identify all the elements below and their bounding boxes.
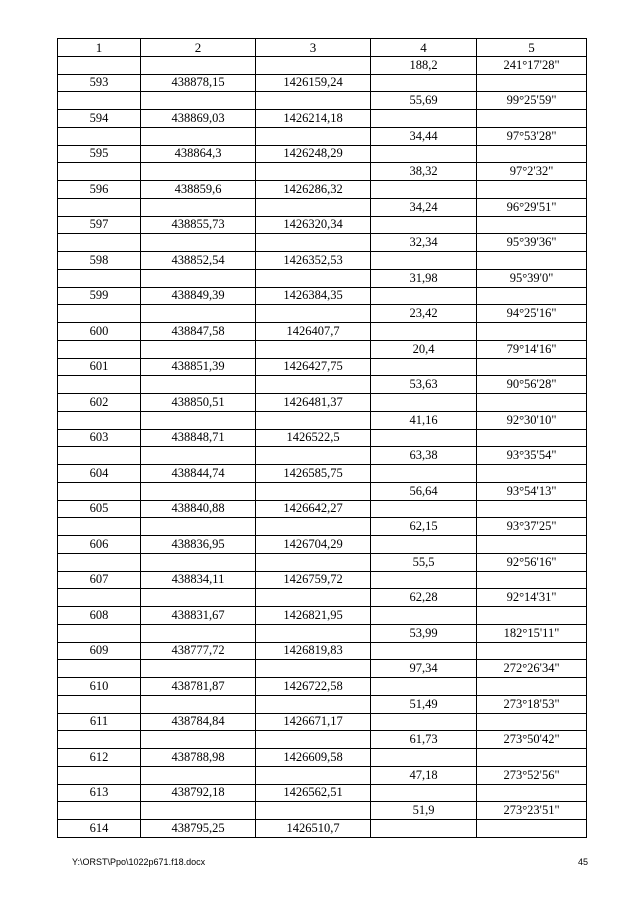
bearing-cell bbox=[477, 571, 587, 589]
table-row bbox=[58, 252, 587, 270]
point-number-cell: 609 bbox=[58, 642, 141, 660]
bearing-cell: 95°39'0" bbox=[477, 269, 587, 287]
x-coordinate-cell bbox=[141, 766, 256, 784]
y-coordinate-cell: 1426384,35 bbox=[256, 287, 371, 305]
x-coordinate-cell: 438840,88 bbox=[141, 500, 256, 518]
y-coordinate-cell bbox=[256, 518, 371, 536]
table-row bbox=[58, 624, 587, 642]
y-coordinate-cell: 1426522,5 bbox=[256, 429, 371, 447]
bearing-cell bbox=[477, 358, 587, 376]
x-coordinate-cell: 438788,98 bbox=[141, 749, 256, 767]
point-number-cell: 613 bbox=[58, 784, 141, 802]
point-number-cell: 608 bbox=[58, 607, 141, 625]
point-number-cell: 593 bbox=[58, 74, 141, 92]
table-row bbox=[58, 589, 587, 607]
bearing-cell: 273°23'51" bbox=[477, 802, 587, 820]
distance-cell: 34,24 bbox=[371, 198, 477, 216]
table-row bbox=[58, 713, 587, 731]
x-coordinate-cell: 438848,71 bbox=[141, 429, 256, 447]
x-coordinate-cell: 438847,58 bbox=[141, 323, 256, 341]
bearing-cell: 99°25'59" bbox=[477, 92, 587, 110]
table-row bbox=[58, 198, 587, 216]
header-cell-3: 3 bbox=[256, 39, 371, 57]
point-number-cell: 607 bbox=[58, 571, 141, 589]
bearing-cell bbox=[477, 287, 587, 305]
point-number-cell bbox=[58, 163, 141, 181]
point-number-cell bbox=[58, 660, 141, 678]
bearing-cell: 273°52'56" bbox=[477, 766, 587, 784]
x-coordinate-cell bbox=[141, 198, 256, 216]
bearing-cell bbox=[477, 784, 587, 802]
point-number-cell bbox=[58, 624, 141, 642]
x-coordinate-cell bbox=[141, 376, 256, 394]
table-row bbox=[58, 376, 587, 394]
y-coordinate-cell: 1426320,34 bbox=[256, 216, 371, 234]
bearing-cell: 273°18'53" bbox=[477, 695, 587, 713]
x-coordinate-cell bbox=[141, 482, 256, 500]
bearing-cell: 92°30'10" bbox=[477, 411, 587, 429]
table-body bbox=[58, 56, 587, 837]
distance-cell bbox=[371, 358, 477, 376]
x-coordinate-cell: 438844,74 bbox=[141, 465, 256, 483]
y-coordinate-cell bbox=[256, 269, 371, 287]
distance-cell bbox=[371, 394, 477, 412]
table-header bbox=[58, 39, 587, 57]
y-coordinate-cell: 1426214,18 bbox=[256, 110, 371, 128]
distance-cell: 38,32 bbox=[371, 163, 477, 181]
point-number-cell: 594 bbox=[58, 110, 141, 128]
x-coordinate-cell: 438869,03 bbox=[141, 110, 256, 128]
x-coordinate-cell bbox=[141, 695, 256, 713]
bearing-cell bbox=[477, 642, 587, 660]
x-coordinate-cell: 438855,73 bbox=[141, 216, 256, 234]
y-coordinate-cell: 1426352,53 bbox=[256, 252, 371, 270]
point-number-cell: 601 bbox=[58, 358, 141, 376]
y-coordinate-cell bbox=[256, 482, 371, 500]
table-row bbox=[58, 358, 587, 376]
point-number-cell bbox=[58, 482, 141, 500]
point-number-cell: 597 bbox=[58, 216, 141, 234]
header-cell-1: 1 bbox=[58, 39, 141, 57]
x-coordinate-cell bbox=[141, 234, 256, 252]
point-number-cell bbox=[58, 198, 141, 216]
distance-cell bbox=[371, 287, 477, 305]
x-coordinate-cell bbox=[141, 305, 256, 323]
distance-cell: 51,49 bbox=[371, 695, 477, 713]
x-coordinate-cell bbox=[141, 163, 256, 181]
x-coordinate-cell: 438852,54 bbox=[141, 252, 256, 270]
point-number-cell: 611 bbox=[58, 713, 141, 731]
header-cell-2: 2 bbox=[141, 39, 256, 57]
bearing-cell bbox=[477, 820, 587, 838]
x-coordinate-cell bbox=[141, 56, 256, 74]
table-row bbox=[58, 56, 587, 74]
y-coordinate-cell bbox=[256, 340, 371, 358]
table-row bbox=[58, 678, 587, 696]
x-coordinate-cell: 438849,39 bbox=[141, 287, 256, 305]
footer-page-number: 45 bbox=[578, 857, 589, 867]
bearing-cell: 94°25'16" bbox=[477, 305, 587, 323]
point-number-cell: 614 bbox=[58, 820, 141, 838]
distance-cell bbox=[371, 181, 477, 199]
distance-cell bbox=[371, 536, 477, 554]
point-number-cell: 600 bbox=[58, 323, 141, 341]
x-coordinate-cell: 438878,15 bbox=[141, 74, 256, 92]
bearing-cell: 93°37'25" bbox=[477, 518, 587, 536]
point-number-cell: 598 bbox=[58, 252, 141, 270]
bearing-cell bbox=[477, 181, 587, 199]
x-coordinate-cell: 438831,67 bbox=[141, 607, 256, 625]
x-coordinate-cell bbox=[141, 802, 256, 820]
distance-cell bbox=[371, 784, 477, 802]
point-number-cell bbox=[58, 305, 141, 323]
y-coordinate-cell: 1426585,75 bbox=[256, 465, 371, 483]
bearing-cell: 241°17'28" bbox=[477, 56, 587, 74]
point-number-cell bbox=[58, 269, 141, 287]
bearing-cell: 97°2'32" bbox=[477, 163, 587, 181]
y-coordinate-cell: 1426248,29 bbox=[256, 145, 371, 163]
point-number-cell bbox=[58, 766, 141, 784]
point-number-cell bbox=[58, 234, 141, 252]
y-coordinate-cell: 1426642,27 bbox=[256, 500, 371, 518]
x-coordinate-cell bbox=[141, 269, 256, 287]
table-row bbox=[58, 163, 587, 181]
x-coordinate-cell: 438792,18 bbox=[141, 784, 256, 802]
bearing-cell bbox=[477, 500, 587, 518]
y-coordinate-cell bbox=[256, 589, 371, 607]
distance-cell bbox=[371, 110, 477, 128]
header-row bbox=[58, 39, 587, 57]
bearing-cell: 273°50'42" bbox=[477, 731, 587, 749]
y-coordinate-cell bbox=[256, 731, 371, 749]
x-coordinate-cell bbox=[141, 447, 256, 465]
x-coordinate-cell bbox=[141, 731, 256, 749]
y-coordinate-cell bbox=[256, 376, 371, 394]
point-number-cell: 602 bbox=[58, 394, 141, 412]
point-number-cell: 612 bbox=[58, 749, 141, 767]
bearing-cell bbox=[477, 536, 587, 554]
distance-cell bbox=[371, 216, 477, 234]
x-coordinate-cell: 438850,51 bbox=[141, 394, 256, 412]
bearing-cell: 182°15'11" bbox=[477, 624, 587, 642]
table-row bbox=[58, 820, 587, 838]
bearing-cell: 79°14'16" bbox=[477, 340, 587, 358]
point-number-cell: 605 bbox=[58, 500, 141, 518]
y-coordinate-cell: 1426722,58 bbox=[256, 678, 371, 696]
point-number-cell bbox=[58, 447, 141, 465]
y-coordinate-cell bbox=[256, 695, 371, 713]
distance-cell bbox=[371, 713, 477, 731]
distance-cell: 53,99 bbox=[371, 624, 477, 642]
point-number-cell: 610 bbox=[58, 678, 141, 696]
distance-cell: 20,4 bbox=[371, 340, 477, 358]
y-coordinate-cell bbox=[256, 447, 371, 465]
table-row bbox=[58, 145, 587, 163]
x-coordinate-cell: 438859,6 bbox=[141, 181, 256, 199]
table-row bbox=[58, 695, 587, 713]
distance-cell: 62,15 bbox=[371, 518, 477, 536]
distance-cell: 56,64 bbox=[371, 482, 477, 500]
bearing-cell bbox=[477, 216, 587, 234]
bearing-cell: 96°29'51" bbox=[477, 198, 587, 216]
bearing-cell: 93°35'54" bbox=[477, 447, 587, 465]
table-row bbox=[58, 305, 587, 323]
table-row bbox=[58, 731, 587, 749]
distance-cell bbox=[371, 323, 477, 341]
point-number-cell bbox=[58, 695, 141, 713]
bearing-cell: 90°56'28" bbox=[477, 376, 587, 394]
table-row bbox=[58, 181, 587, 199]
y-coordinate-cell bbox=[256, 660, 371, 678]
table-row bbox=[58, 74, 587, 92]
table-row bbox=[58, 518, 587, 536]
table-row bbox=[58, 642, 587, 660]
header-cell-5: 5 bbox=[477, 39, 587, 57]
x-coordinate-cell bbox=[141, 411, 256, 429]
bearing-cell bbox=[477, 394, 587, 412]
point-number-cell bbox=[58, 802, 141, 820]
bearing-cell bbox=[477, 749, 587, 767]
distance-cell: 23,42 bbox=[371, 305, 477, 323]
distance-cell: 55,69 bbox=[371, 92, 477, 110]
y-coordinate-cell bbox=[256, 802, 371, 820]
table-row bbox=[58, 607, 587, 625]
table-row bbox=[58, 323, 587, 341]
y-coordinate-cell: 1426609,58 bbox=[256, 749, 371, 767]
point-number-cell: 603 bbox=[58, 429, 141, 447]
distance-cell bbox=[371, 429, 477, 447]
bearing-cell bbox=[477, 110, 587, 128]
y-coordinate-cell bbox=[256, 411, 371, 429]
x-coordinate-cell: 438864,3 bbox=[141, 145, 256, 163]
table-row bbox=[58, 536, 587, 554]
distance-cell: 63,38 bbox=[371, 447, 477, 465]
bearing-cell: 97°53'28" bbox=[477, 127, 587, 145]
distance-cell: 41,16 bbox=[371, 411, 477, 429]
y-coordinate-cell: 1426286,32 bbox=[256, 181, 371, 199]
distance-cell: 31,98 bbox=[371, 269, 477, 287]
table-row bbox=[58, 127, 587, 145]
distance-cell bbox=[371, 678, 477, 696]
table-row bbox=[58, 269, 587, 287]
bearing-cell: 272°26'34" bbox=[477, 660, 587, 678]
distance-cell: 55,5 bbox=[371, 553, 477, 571]
bearing-cell bbox=[477, 713, 587, 731]
x-coordinate-cell bbox=[141, 660, 256, 678]
point-number-cell bbox=[58, 92, 141, 110]
x-coordinate-cell bbox=[141, 518, 256, 536]
bearing-cell: 95°39'36" bbox=[477, 234, 587, 252]
table-row bbox=[58, 92, 587, 110]
table-row bbox=[58, 234, 587, 252]
y-coordinate-cell bbox=[256, 198, 371, 216]
table-row bbox=[58, 411, 587, 429]
point-number-cell bbox=[58, 376, 141, 394]
x-coordinate-cell: 438836,95 bbox=[141, 536, 256, 554]
y-coordinate-cell: 1426510,7 bbox=[256, 820, 371, 838]
point-number-cell bbox=[58, 589, 141, 607]
distance-cell bbox=[371, 749, 477, 767]
distance-cell bbox=[371, 465, 477, 483]
bearing-cell bbox=[477, 323, 587, 341]
y-coordinate-cell: 1426759,72 bbox=[256, 571, 371, 589]
bearing-cell bbox=[477, 252, 587, 270]
y-coordinate-cell: 1426821,95 bbox=[256, 607, 371, 625]
y-coordinate-cell: 1426562,51 bbox=[256, 784, 371, 802]
point-number-cell: 604 bbox=[58, 465, 141, 483]
distance-cell: 34,44 bbox=[371, 127, 477, 145]
point-number-cell: 595 bbox=[58, 145, 141, 163]
distance-cell bbox=[371, 571, 477, 589]
y-coordinate-cell bbox=[256, 56, 371, 74]
y-coordinate-cell bbox=[256, 553, 371, 571]
coordinates-table bbox=[57, 38, 587, 838]
point-number-cell: 606 bbox=[58, 536, 141, 554]
x-coordinate-cell bbox=[141, 340, 256, 358]
y-coordinate-cell: 1426819,83 bbox=[256, 642, 371, 660]
distance-cell bbox=[371, 252, 477, 270]
point-number-cell bbox=[58, 411, 141, 429]
point-number-cell bbox=[58, 553, 141, 571]
header-cell-4: 4 bbox=[371, 39, 477, 57]
distance-cell: 47,18 bbox=[371, 766, 477, 784]
y-coordinate-cell: 1426671,17 bbox=[256, 713, 371, 731]
bearing-cell: 92°56'16" bbox=[477, 553, 587, 571]
distance-cell: 62,28 bbox=[371, 589, 477, 607]
bearing-cell bbox=[477, 465, 587, 483]
distance-cell bbox=[371, 145, 477, 163]
table-row bbox=[58, 660, 587, 678]
x-coordinate-cell: 438795,25 bbox=[141, 820, 256, 838]
y-coordinate-cell: 1426427,75 bbox=[256, 358, 371, 376]
distance-cell bbox=[371, 500, 477, 518]
distance-cell: 32,34 bbox=[371, 234, 477, 252]
distance-cell bbox=[371, 820, 477, 838]
distance-cell: 188,2 bbox=[371, 56, 477, 74]
table-row bbox=[58, 500, 587, 518]
distance-cell: 97,34 bbox=[371, 660, 477, 678]
table-row bbox=[58, 465, 587, 483]
table-row bbox=[58, 784, 587, 802]
y-coordinate-cell bbox=[256, 305, 371, 323]
table-row bbox=[58, 571, 587, 589]
bearing-cell bbox=[477, 678, 587, 696]
table-row bbox=[58, 749, 587, 767]
point-number-cell bbox=[58, 518, 141, 536]
table-row bbox=[58, 216, 587, 234]
y-coordinate-cell: 1426159,24 bbox=[256, 74, 371, 92]
table-row bbox=[58, 766, 587, 784]
bearing-cell bbox=[477, 74, 587, 92]
y-coordinate-cell bbox=[256, 766, 371, 784]
y-coordinate-cell bbox=[256, 92, 371, 110]
point-number-cell bbox=[58, 56, 141, 74]
y-coordinate-cell: 1426704,29 bbox=[256, 536, 371, 554]
bearing-cell bbox=[477, 429, 587, 447]
table-row bbox=[58, 394, 587, 412]
bearing-cell bbox=[477, 607, 587, 625]
table-row bbox=[58, 429, 587, 447]
distance-cell: 53,63 bbox=[371, 376, 477, 394]
table-row bbox=[58, 802, 587, 820]
y-coordinate-cell bbox=[256, 624, 371, 642]
table-row bbox=[58, 340, 587, 358]
x-coordinate-cell: 438784,84 bbox=[141, 713, 256, 731]
distance-cell: 61,73 bbox=[371, 731, 477, 749]
y-coordinate-cell: 1426481,37 bbox=[256, 394, 371, 412]
x-coordinate-cell: 438851,39 bbox=[141, 358, 256, 376]
table-row bbox=[58, 553, 587, 571]
table-row bbox=[58, 287, 587, 305]
point-number-cell: 596 bbox=[58, 181, 141, 199]
x-coordinate-cell bbox=[141, 92, 256, 110]
table-row bbox=[58, 110, 587, 128]
x-coordinate-cell: 438777,72 bbox=[141, 642, 256, 660]
x-coordinate-cell bbox=[141, 553, 256, 571]
distance-cell bbox=[371, 74, 477, 92]
distance-cell bbox=[371, 642, 477, 660]
x-coordinate-cell bbox=[141, 127, 256, 145]
bearing-cell bbox=[477, 145, 587, 163]
y-coordinate-cell bbox=[256, 127, 371, 145]
distance-cell bbox=[371, 607, 477, 625]
footer-file-path: Y:\ORST\Ppo\1022p671.f18.docx bbox=[72, 857, 206, 867]
point-number-cell: 599 bbox=[58, 287, 141, 305]
bearing-cell: 92°14'31" bbox=[477, 589, 587, 607]
table-row bbox=[58, 482, 587, 500]
y-coordinate-cell: 1426407,7 bbox=[256, 323, 371, 341]
point-number-cell bbox=[58, 731, 141, 749]
point-number-cell bbox=[58, 127, 141, 145]
x-coordinate-cell: 438834,11 bbox=[141, 571, 256, 589]
x-coordinate-cell bbox=[141, 589, 256, 607]
y-coordinate-cell bbox=[256, 234, 371, 252]
bearing-cell: 93°54'13" bbox=[477, 482, 587, 500]
table-row bbox=[58, 447, 587, 465]
y-coordinate-cell bbox=[256, 163, 371, 181]
distance-cell: 51,9 bbox=[371, 802, 477, 820]
x-coordinate-cell bbox=[141, 624, 256, 642]
x-coordinate-cell: 438781,87 bbox=[141, 678, 256, 696]
point-number-cell bbox=[58, 340, 141, 358]
